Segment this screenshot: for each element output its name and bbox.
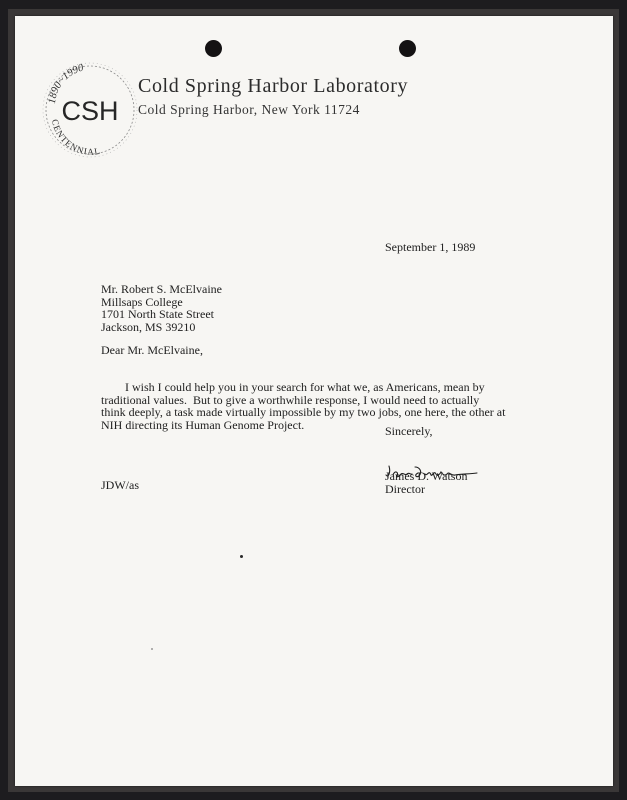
recipient-name: Mr. Robert S. McElvaine [101,282,222,296]
signer-name: James D. Watson [385,469,468,483]
binder-hole-left [205,40,222,57]
seal-initials: CSH [61,96,119,126]
body-line: traditional values. But to give a worthwhile response, I would need to actually [101,392,480,407]
body-line: NIH directing its Human Genome Project. [101,417,305,432]
csh-centennial-seal-icon [40,58,146,164]
letter-page [15,16,613,786]
organization-address: Cold Spring Harbor, New York 11724 [138,102,360,117]
salutation: Dear Mr. McElvaine, [101,343,203,357]
recipient-institution: Millsaps College [101,294,183,309]
recipient-street: 1701 North State Street [101,307,214,321]
body-line: think deeply, a task made virtually impossible by my two jobs, one here, the other at [101,405,506,419]
signature-block [385,470,467,495]
seal-caption: CENTENNIAL [49,118,102,157]
paper-speck [240,555,243,558]
signer-title: Director [385,481,425,496]
binder-hole-right [399,40,416,57]
letter-body [101,381,505,431]
paper-speck [151,648,153,650]
reference-initials: JDW/as [101,478,139,492]
body-line: I wish I could help you in your search for what we, as Americans, mean by [101,380,485,394]
letter-date: September 1, 1989 [385,240,476,254]
recipient-address-block [101,283,222,333]
seal-years: 1890~1990 [46,62,85,105]
recipient-city: Jackson, MS 39210 [101,319,196,334]
closing: Sincerely, [385,424,433,438]
organization-name: Cold Spring Harbor Laboratory [138,75,409,97]
